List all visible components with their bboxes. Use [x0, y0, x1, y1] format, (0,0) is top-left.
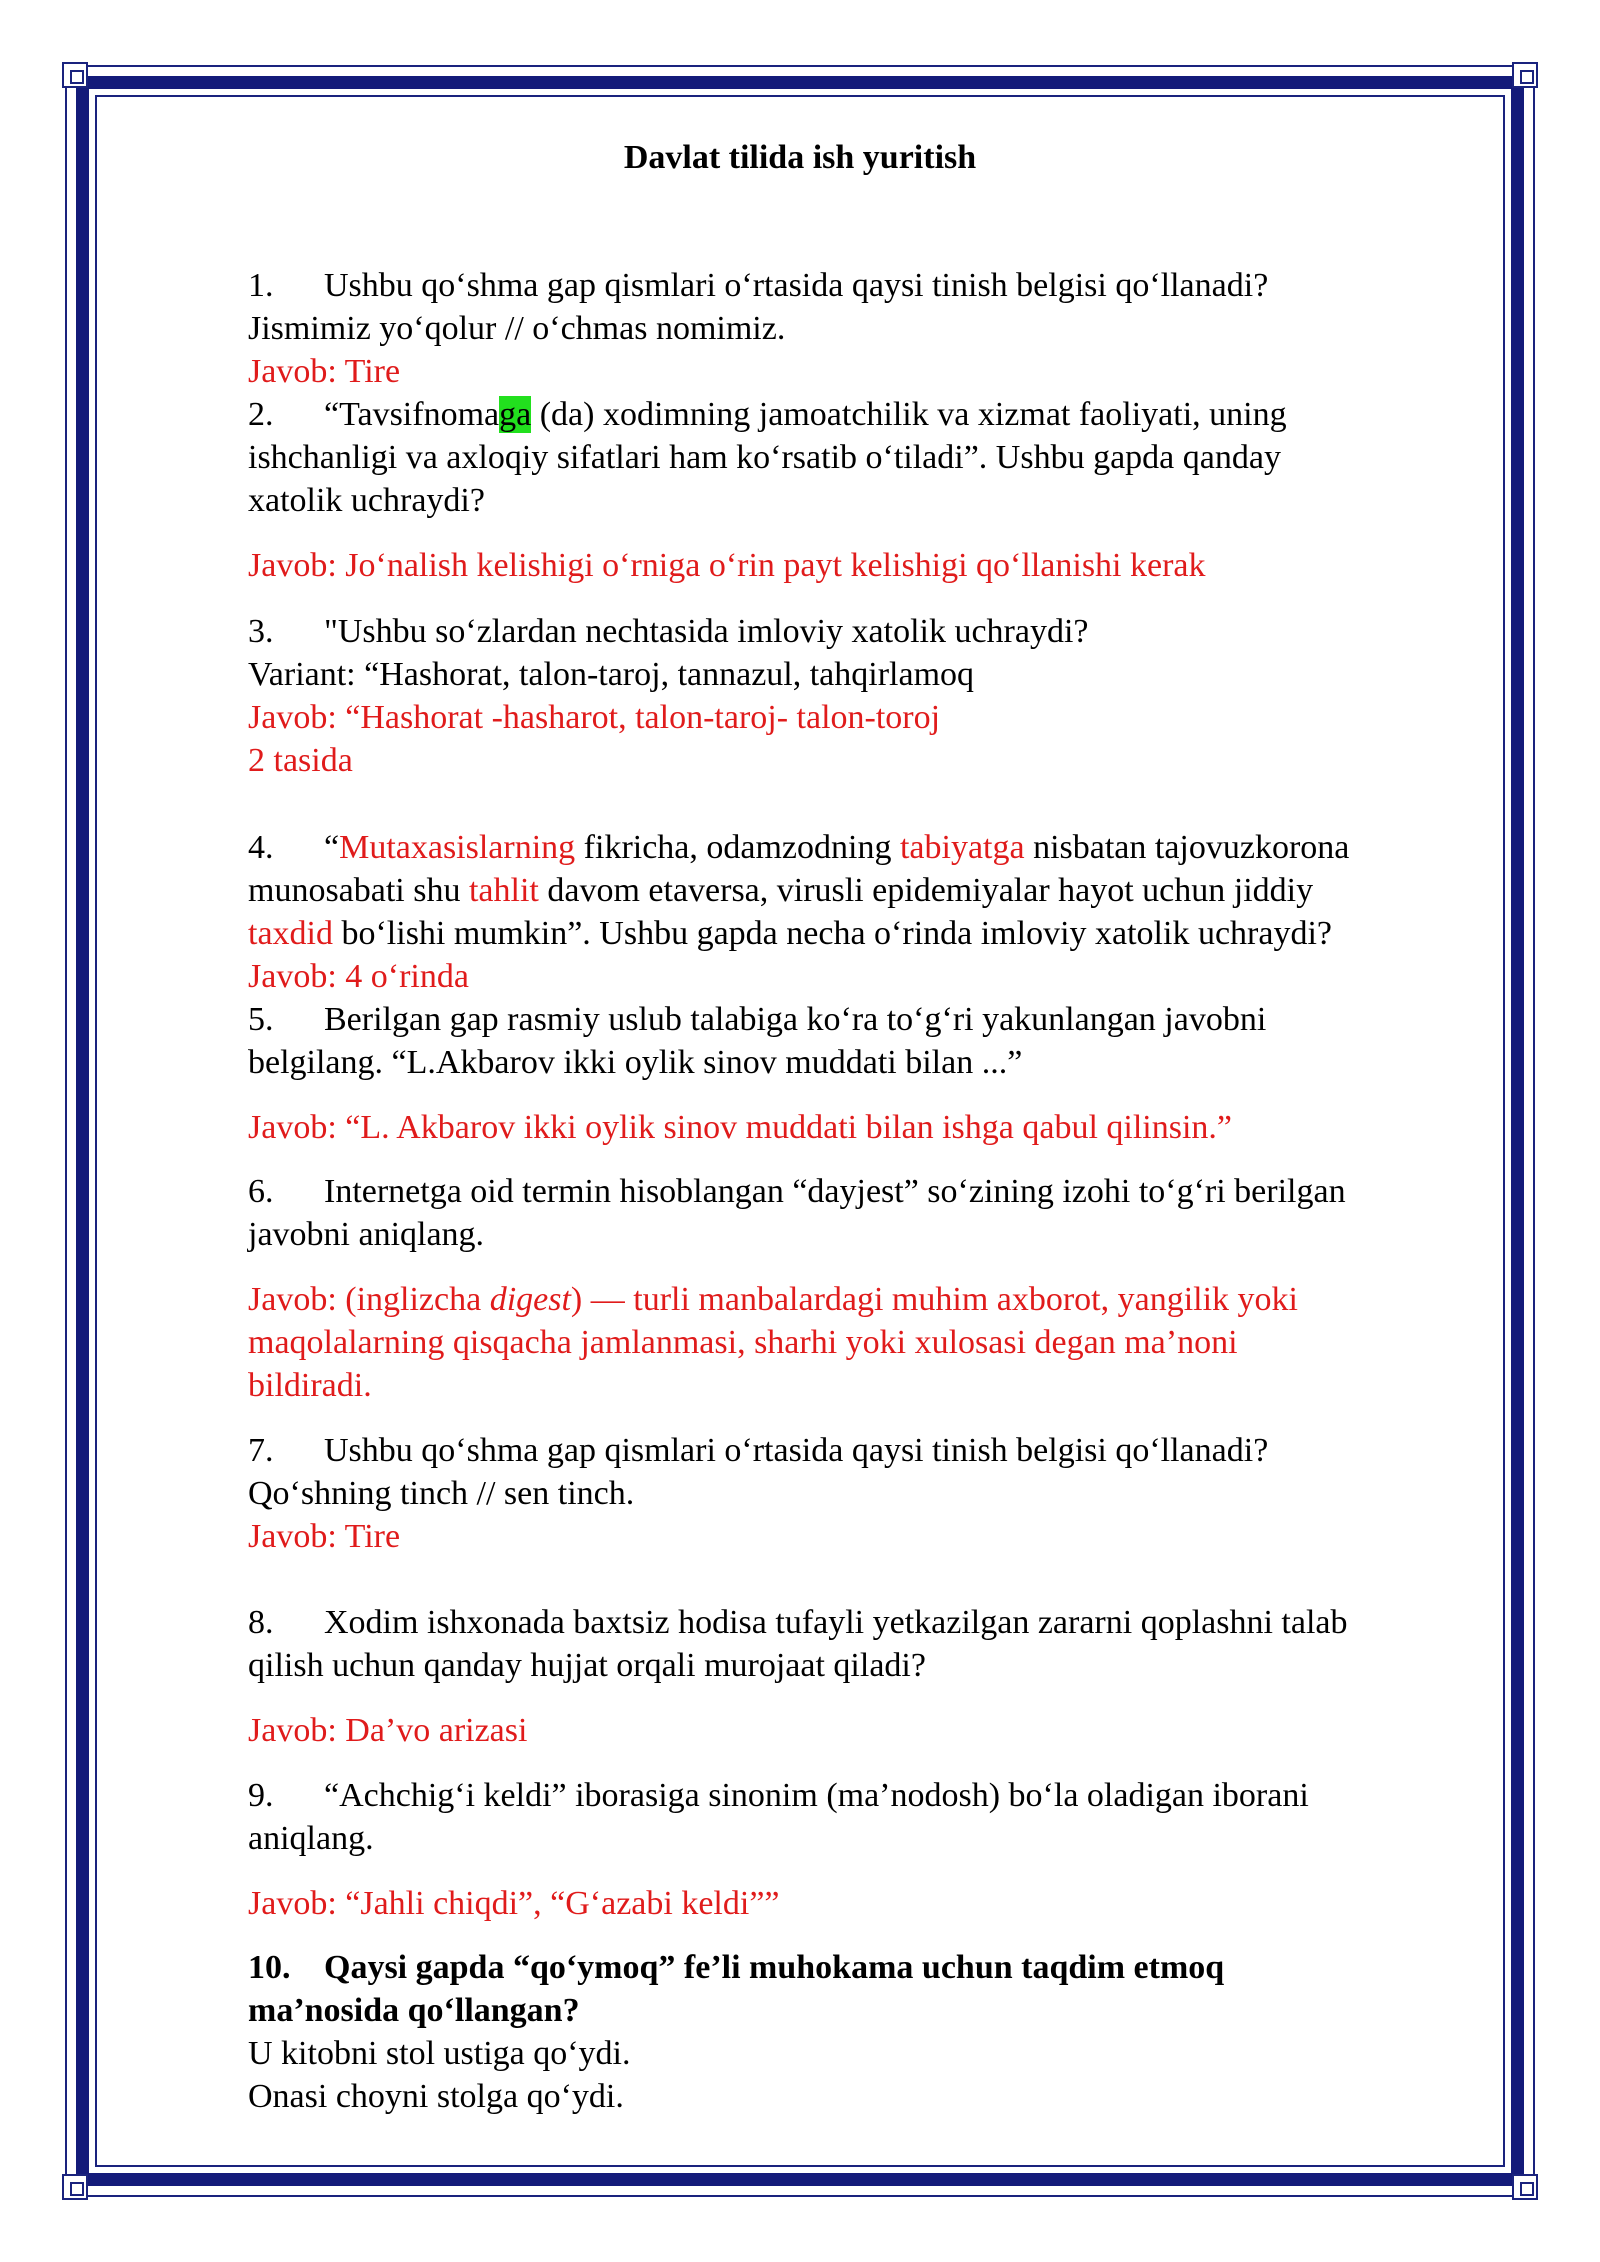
question-text: qilish uchun qanday hujjat orqali murojaat qiladi?: [248, 1647, 926, 1684]
question-text: (da) xodimning jamoatchilik va xizmat faoliyati, uning: [531, 396, 1287, 433]
question-1: [248, 264, 1488, 393]
question-text: ma’nosida qo‘llangan?: [248, 1992, 580, 2029]
question-text: "Ushbu so‘zlardan nechtasida imloviy xatolik uchraydi?: [324, 613, 1089, 650]
answer-text: Javob: Tire: [248, 1518, 401, 1555]
border-corner-ornament: [1512, 62, 1538, 88]
question-text: bo‘lishi mumkin”. Ushbu gapda necha o‘rinda imloviy xatolik uchraydi?: [332, 915, 1332, 952]
error-word: Mutaxasislarning: [339, 829, 576, 866]
highlighted-text: ga: [499, 396, 532, 433]
answer-text: maqolalarning qisqacha jamlanmasi, sharhi yoki xulosasi degan ma’noni: [248, 1324, 1238, 1361]
question-10: [248, 1946, 1488, 2118]
border-corner-ornament: [62, 2174, 88, 2200]
question-text: belgilang. “L.Akbarov ikki oylik sinov muddati bilan ...”: [248, 1044, 1023, 1081]
question-text: ishchanligi va axloqiy sifatlari ham ko‘rsatib o‘tiladi”. Ushbu gapda qanday: [248, 439, 1281, 476]
question-9: [248, 1774, 1488, 1925]
question-number: 6.: [248, 1173, 274, 1210]
question-number: 5.: [248, 1001, 274, 1038]
question-4: [248, 826, 1488, 998]
answer-text: Javob: “Jahli chiqdi”, “G‘azabi keldi””: [248, 1885, 780, 1922]
error-word: tahlit: [468, 872, 539, 909]
answer-text: Javob: (inglizcha: [248, 1281, 490, 1318]
question-text: Qaysi gapda “qo‘ymoq” fe’li muhokama uchun taqdim etmoq: [324, 1949, 1225, 1986]
question-number: 9.: [248, 1777, 274, 1814]
question-text: Internetga oid termin hisoblangan “dayjest” so‘zining izohi to‘g‘ri berilgan: [324, 1173, 1346, 1210]
answer-term: digest: [489, 1281, 571, 1318]
question-number: 10.: [248, 1949, 291, 1986]
answer-text: Javob: “L. Akbarov ikki oylik sinov muddati bilan ishga qabul qilinsin.”: [248, 1109, 1233, 1146]
question-number: 2.: [248, 396, 274, 433]
answer-text: bildiradi.: [248, 1367, 372, 1404]
question-text: aniqlang.: [248, 1820, 374, 1857]
answer-text: Javob: 4 o‘rinda: [248, 958, 469, 995]
question-text: fikricha, odamzodning: [575, 829, 900, 866]
answer-text: Javob: Da’vo arizasi: [248, 1712, 528, 1749]
answer-text: Javob: Jo‘nalish kelishigi o‘rniga o‘rin payt kelishigi qo‘llanishi kerak: [248, 547, 1206, 584]
question-example: Variant: “Hashorat, talon-taroj, tannazul, tahqirlamoq: [248, 656, 975, 693]
question-6: [248, 1170, 1488, 1407]
error-word: taxdid: [248, 915, 333, 952]
question-example: Jismimiz yo‘qolur // o‘chmas nomimiz.: [248, 310, 786, 347]
question-number: 7.: [248, 1432, 274, 1469]
answer-option: U kitobni stol ustiga qo‘ydi.: [248, 2035, 631, 2072]
question-text: “Tavsifnoma: [324, 396, 500, 433]
answer-option: Onasi choyni stolga qo‘ydi.: [248, 2078, 624, 2115]
question-text: nisbatan tajovuzkorona: [1024, 829, 1350, 866]
question-2: [248, 393, 1488, 587]
question-text: “Achchig‘i keldi” iborasiga sinonim (ma’nodosh) bo‘la oladigan iborani: [324, 1777, 1309, 1814]
question-number: 1.: [248, 267, 274, 304]
question-example: Qo‘shning tinch // sen tinch.: [248, 1475, 635, 1512]
answer-text: Javob: “Hashorat -hasharot, talon-taroj- talon-toroj: [248, 699, 941, 736]
answer-text: 2 tasida: [248, 742, 353, 779]
question-text: davom etaversa, virusli epidemiyalar hayot uchun jiddiy: [538, 872, 1314, 909]
page-title: Davlat tilida ish yuritish: [623, 139, 977, 176]
question-text: Berilgan gap rasmiy uslub talabiga ko‘ra to‘g‘ri yakunlangan javobni: [324, 1001, 1267, 1038]
question-5: [248, 998, 1488, 1149]
question-number: 4.: [248, 829, 274, 866]
question-7: [248, 1429, 1488, 1558]
question-text: Xodim ishxonada baxtsiz hodisa tufayli yetkazilgan zararni qoplashni talab: [324, 1604, 1348, 1641]
question-text: xatolik uchraydi?: [248, 482, 485, 519]
question-text: javobni aniqlang.: [248, 1216, 485, 1253]
question-number: 8.: [248, 1604, 274, 1641]
question-text: Ushbu qo‘shma gap qismlari o‘rtasida qaysi tinish belgisi qo‘llanadi?: [324, 267, 1269, 304]
question-text: “: [324, 829, 340, 866]
question-number: 3.: [248, 613, 274, 650]
answer-text: ) — turli manbalardagi muhim axborot, yangilik yoki: [570, 1281, 1299, 1318]
error-word: tabiyatga: [899, 829, 1025, 866]
border-corner-ornament: [62, 62, 88, 88]
border-corner-ornament: [1512, 2174, 1538, 2200]
question-8: [248, 1601, 1488, 1752]
question-3: [248, 610, 1488, 782]
answer-text: Javob: Tire: [248, 353, 401, 390]
question-text: munosabati shu: [248, 872, 469, 909]
question-text: Ushbu qo‘shma gap qismlari o‘rtasida qaysi tinish belgisi qo‘llanadi?: [324, 1432, 1269, 1469]
